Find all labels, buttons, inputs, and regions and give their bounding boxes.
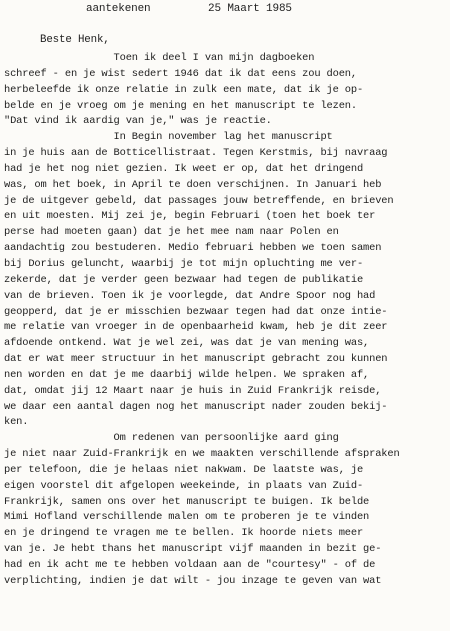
letter-line: ken. [4, 416, 29, 429]
letter-salutation: Beste Henk, [40, 34, 110, 46]
letter-date: 25 Maart 1985 [208, 3, 292, 15]
letter-line: nen worden en dat je me daarbij wilde helpen. We spraken af, [4, 368, 370, 381]
letter-line: bij Dorius geluncht, waarbij je tot mijn opluchting me ver- [4, 257, 364, 270]
letter-line: zekerde, dat je verder geen bezwaar had tegen de publikatie [4, 273, 364, 286]
letter-line: Frankrijk, samen ons over het manuscript te buigen. Ik belde [4, 495, 370, 508]
letter-line: dat, omdat jij 12 Maart naar je huis in Zuid Frankrijk reisde, [4, 384, 382, 397]
letter-line: Om redenen van persoonlijke aard ging [4, 432, 339, 445]
letter-line: was, om het boek, in April te doen verschijnen. In Januari heb [4, 178, 382, 191]
letter-line: en je dringend te vragen me te bellen. Ik hoorde niets meer [4, 527, 364, 540]
letter-line: eigen voorstel dit afgelopen weekeinde, in plaats van Zuid- [4, 479, 364, 492]
letter-line: had je het nog niet gezien. Ik weet er op, dat het dringend [4, 162, 364, 175]
letter-line: herbeleefde ik onze relatie in zulk een mate, dat ik je op- [4, 83, 364, 96]
letter-line: Mimi Hofland verschillende malen om te proberen je te vinden [4, 511, 370, 524]
letter-line: "Dat vind ik aardig van je," was je reactie. [4, 115, 272, 128]
letter-line: dat er wat meer structuur in het manuscript gebracht zou kunnen [4, 353, 388, 366]
letter-line: In Begin november lag het manuscript [4, 131, 333, 144]
letter-line: perse had moeten gaan) dat je het mee nam naar Polen en [4, 226, 339, 239]
letter-line: belde en je vroeg om je mening en het manuscript te lezen. [4, 99, 357, 112]
letter-header [0, 3, 450, 17]
letter-line: je de uitgever gebeld, dat passages jouw betreffende, en brieven [4, 194, 394, 207]
letter-line: van je. Je hebt thans het manuscript vijf maanden in bezit ge- [4, 543, 382, 556]
letter-line: afdoende ontkend. Wat je wel zei, was dat je van mening was, [4, 337, 370, 350]
letter-body [4, 51, 450, 590]
letter-line: geopperd, dat je er misschien bezwaar tegen had dat onze intie- [4, 305, 388, 318]
letter-line: in je huis aan de Botticellistraat. Tegen Kerstmis, bij navraag [4, 147, 388, 160]
letter-line: aandachtig zou bestuderen. Medio februari hebben we toen samen [4, 242, 382, 255]
letter-line: van de brieven. Toen ik je voorlegde, dat Andre Spoor nog had [4, 289, 376, 302]
letter-line: schreef - en je wist sedert 1946 dat ik dat eens zou doen, [4, 67, 357, 80]
letter-line: we daar een aantal dagen nog het manuscript nader zouden bekij- [4, 400, 388, 413]
letter-line: verplichting, indien je dat wilt - jou inzage te geven van wat [4, 574, 382, 587]
letter-line: Toen ik deel I van mijn dagboeken [4, 52, 315, 64]
header-delivery-note: aantekenen [86, 3, 151, 15]
letter-line: en uit moesten. Mij zei je, begin Februari (toen het boek ter [4, 210, 376, 223]
letter-line: had en ik acht me te hebben voldaan aan de "courtesy" - of de [4, 559, 376, 571]
letter-line: je niet naar Zuid-Frankrijk en we maakten verschillende afspraken [4, 448, 400, 461]
letter-line: per telefoon, die je helaas niet nakwam. De laatste was, je [4, 463, 364, 476]
letter-line: me relatie van vroeger in de openbaarheid kwam, heb je dit zeer [4, 321, 388, 334]
